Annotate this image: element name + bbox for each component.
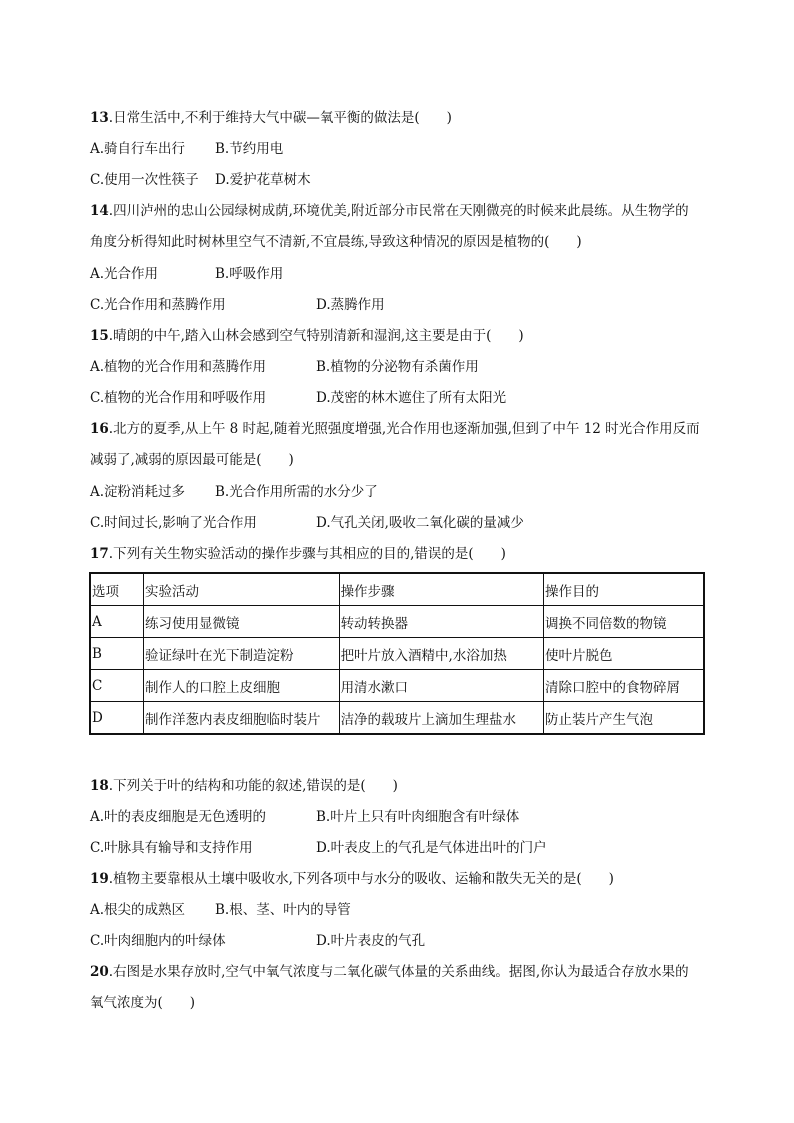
option-d: D.叶片表皮的气孔 xyxy=(316,933,426,949)
table-cell: B xyxy=(90,638,143,670)
question-14-line-2: 角度分析得知此时树林里空气不清新,不宜晨练,导致这种情况的原因是植物的( ) xyxy=(90,234,582,250)
table-row xyxy=(90,670,704,702)
question-14 xyxy=(90,202,689,220)
option-c: C.使用一次性筷子 xyxy=(90,172,199,188)
option-b: B.叶片上只有叶肉细胞含有叶绿体 xyxy=(316,809,520,825)
option-c: C.时间过长,影响了光合作用 xyxy=(90,515,257,531)
table-cell: 验证绿叶在光下制造淀粉 xyxy=(143,638,339,670)
question-20-line-2: 氧气浓度为( ) xyxy=(90,995,196,1011)
option-d: D.爱护花草树木 xyxy=(215,172,311,188)
option-a: A.光合作用 xyxy=(90,266,159,282)
question-text: .植物主要靠根从土壤中吸收水,下列各项中与水分的吸收、运输和散失无关的是( ) xyxy=(108,871,614,887)
question-17 xyxy=(90,545,506,563)
option-a: A.植物的光合作用和蒸腾作用 xyxy=(90,359,267,375)
option-d: D.叶表皮上的气孔是气体进出叶的门户 xyxy=(316,840,547,856)
option-b: B.节约用电 xyxy=(215,141,284,157)
question-16-line-2: 减弱了,减弱的原因最可能是( ) xyxy=(90,452,294,468)
question-text: .日常生活中,不利于维持大气中碳—氧平衡的做法是( ) xyxy=(108,110,452,126)
table-cell: 洁净的载玻片上滴加生理盐水 xyxy=(339,702,543,735)
option-a: A.淀粉消耗过多 xyxy=(90,484,186,500)
question-number: 14 xyxy=(90,203,109,219)
question-text: .北方的夏季,从上午 8 时起,随着光照强度增强,光合作用也逐渐加强,但到了中午 12 时光合作用反而 xyxy=(108,421,700,437)
question-number: 19 xyxy=(90,871,109,887)
option-b: B.呼吸作用 xyxy=(215,266,284,282)
option-a: A.根尖的成熟区 xyxy=(90,902,186,918)
option-d: D.茂密的林木遮住了所有太阳光 xyxy=(316,390,507,406)
question-15 xyxy=(90,327,524,345)
table-cell: 制作洋葱内表皮细胞临时装片 xyxy=(143,702,339,735)
table-header-cell: 选项 xyxy=(90,573,143,606)
table-cell: 清除口腔中的食物碎屑 xyxy=(543,670,704,702)
table-cell: 制作人的口腔上皮细胞 xyxy=(143,670,339,702)
table-header-row xyxy=(90,573,704,606)
option-d: D.蒸腾作用 xyxy=(316,297,385,313)
question-number: 13 xyxy=(90,110,109,126)
table-row xyxy=(90,606,704,638)
question-16 xyxy=(90,420,700,438)
table-header-cell: 操作步骤 xyxy=(339,573,543,606)
question-number: 17 xyxy=(90,546,109,562)
table-header-cell: 操作目的 xyxy=(543,573,704,606)
question-number: 16 xyxy=(90,421,109,437)
table-cell: 使叶片脱色 xyxy=(543,638,704,670)
question-text: .下列有关生物实验活动的操作步骤与其相应的目的,错误的是( ) xyxy=(108,546,506,562)
option-b: B.植物的分泌物有杀菌作用 xyxy=(316,359,479,375)
option-b: B.根、茎、叶内的导管 xyxy=(215,902,351,918)
table-cell: 把叶片放入酒精中,水浴加热 xyxy=(339,638,543,670)
table-cell: 防止装片产生气泡 xyxy=(543,702,704,735)
table-cell: 用清水漱口 xyxy=(339,670,543,702)
table-row xyxy=(90,638,704,670)
option-d: D.气孔关闭,吸收二氧化碳的量减少 xyxy=(316,515,524,531)
question-text: .右图是水果存放时,空气中氧气浓度与二氧化碳气体量的关系曲线。据图,你认为最适合存放水果的 xyxy=(108,964,689,980)
question-number: 15 xyxy=(90,328,109,344)
question-text: .下列关于叶的结构和功能的叙述,错误的是( ) xyxy=(108,778,398,794)
question-text: .晴朗的中午,踏入山林会感到空气特别清新和湿润,这主要是由于( ) xyxy=(108,328,524,344)
experiment-table xyxy=(89,572,705,735)
option-c: C.叶肉细胞内的叶绿体 xyxy=(90,933,226,949)
option-c: C.叶脉具有输导和支持作用 xyxy=(90,840,253,856)
table-cell: 调换不同倍数的物镜 xyxy=(543,606,704,638)
option-a: A.骑自行车出行 xyxy=(90,141,186,157)
option-a: A.叶的表皮细胞是无色透明的 xyxy=(90,809,267,825)
question-text: .四川泸州的忠山公园绿树成荫,环境优美,附近部分市民常在天刚微亮的时候来此晨练。从生物学的 xyxy=(108,203,689,219)
question-20 xyxy=(90,963,689,981)
table-cell: 转动转换器 xyxy=(339,606,543,638)
question-number: 18 xyxy=(90,778,109,794)
option-b: B.光合作用所需的水分少了 xyxy=(215,484,378,500)
question-18 xyxy=(90,777,398,795)
table-row xyxy=(90,702,704,735)
option-c: C.光合作用和蒸腾作用 xyxy=(90,297,226,313)
table-cell: 练习使用显微镜 xyxy=(143,606,339,638)
table-cell: C xyxy=(90,670,143,702)
question-number: 20 xyxy=(90,964,109,980)
table-cell: A xyxy=(90,606,143,638)
table-cell: D xyxy=(90,702,143,735)
question-19 xyxy=(90,870,614,888)
option-c: C.植物的光合作用和呼吸作用 xyxy=(90,390,267,406)
table-header-cell: 实验活动 xyxy=(143,573,339,606)
question-13 xyxy=(90,109,452,127)
